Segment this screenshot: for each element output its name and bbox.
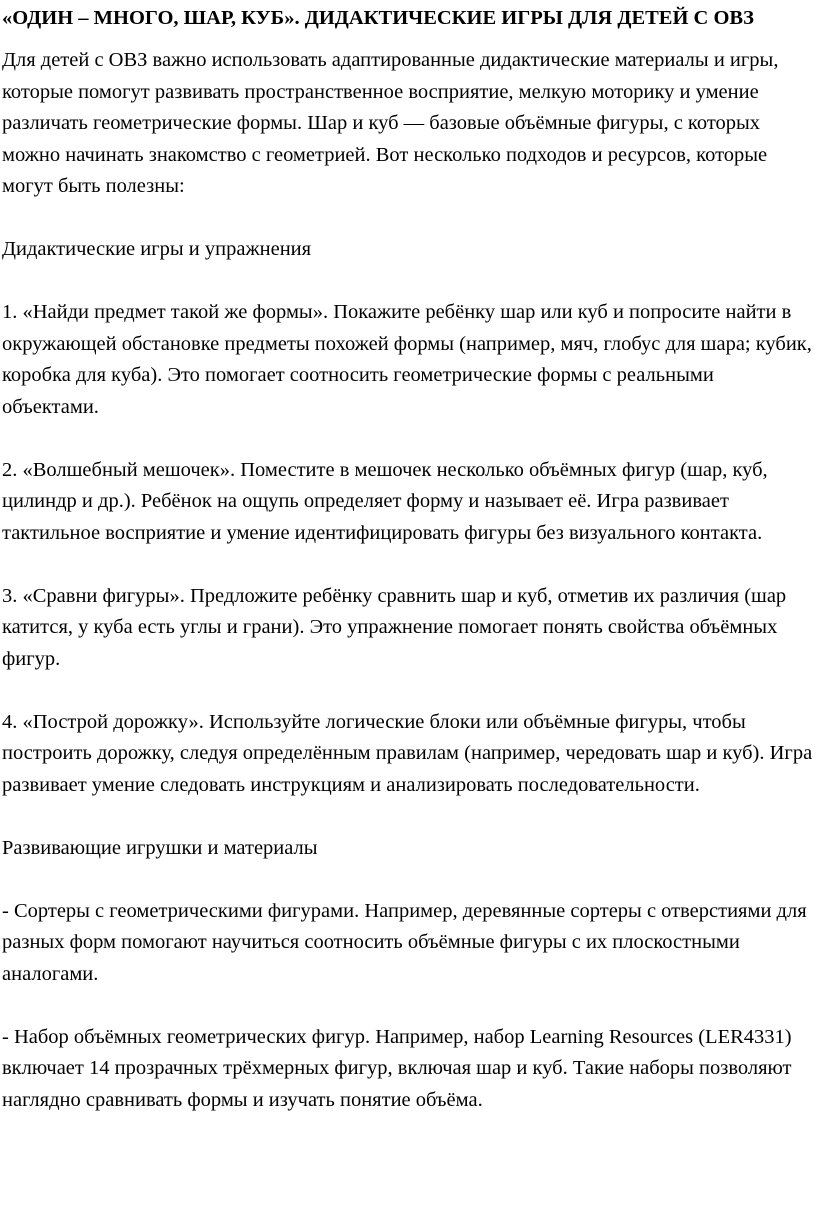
spacer: [2, 266, 816, 298]
spacer: [2, 801, 816, 833]
section-heading-toys: Развивающие игрушки и материалы: [2, 836, 318, 859]
game-item-3: 3. «Сравни фигуры». Предложите ребёнку сравнить шар и куб, отметив их различия (шар катится, у куба есть углы и грани). Это упражнение помогает понять свойства объёмных фигур.: [2, 584, 787, 670]
intro-paragraph: Для детей с ОВЗ важно использовать адаптированные дидактические материалы и игры, которые помогут развивать пространственное восприятие, мелкую моторику и умение различать геометрические формы. Шар и куб — базовые объёмные фигуры, с которых можно начинать знакомство с геометрией. Вот несколько подходов и ресурсов, которые могут быть полезны:: [2, 49, 779, 197]
spacer: [2, 203, 816, 235]
game-item-2: 2. «Волшебный мешочек». Поместите в мешочек несколько объёмных фигур (шар, куб, цилиндр и др.). Ребёнок на ощупь определяет форму и называет её. Игра развивает тактильное восприятие и умение идентифицировать фигуры без визуального контакта.: [2, 458, 768, 544]
document-title: «ОДИН – МНОГО, ШАР, КУБ». ДИДАКТИЧЕСКИЕ ИГРЫ ДЛЯ ДЕТЕЙ С ОВЗ: [2, 7, 754, 29]
spacer: [2, 864, 816, 896]
game-item-1: 1. «Найди предмет такой же формы». Покажите ребёнку шар или куб и попросите найти в окружающей обстановке предметы похожей формы (например, мяч, глобус для шара; кубик, коробка для куба). Это помогает соотносить геометрические формы с реальными объектами.: [2, 301, 812, 418]
spacer: [2, 990, 816, 1022]
game-item-4: 4. «Построй дорожку». Используйте логические блоки или объёмные фигуры, чтобы построить дорожку, следуя определённым правилам (например, чередовать шар и куб). Игра развивает умение следовать инструкциям и анализировать последовательности.: [2, 710, 813, 796]
spacer: [2, 549, 816, 581]
spacer: [2, 423, 816, 455]
toy-bullet-2: - Набор объёмных геометрических фигур. Например, набор Learning Resources (LER4331) включает 14 прозрачных трёхмерных фигур, включая шар и куб. Такие наборы позволяют наглядно сравнивать формы и изучать понятие объёма.: [2, 1025, 792, 1111]
section-heading-games: Дидактические игры и упражнения: [2, 238, 312, 260]
spacer: [2, 675, 816, 707]
toy-bullet-1: - Сортеры с геометрическими фигурами. Например, деревянные сортеры с отверстиями для разных форм помогают научиться соотносить объёмные фигуры с их плоскостными аналогами.: [2, 899, 807, 985]
